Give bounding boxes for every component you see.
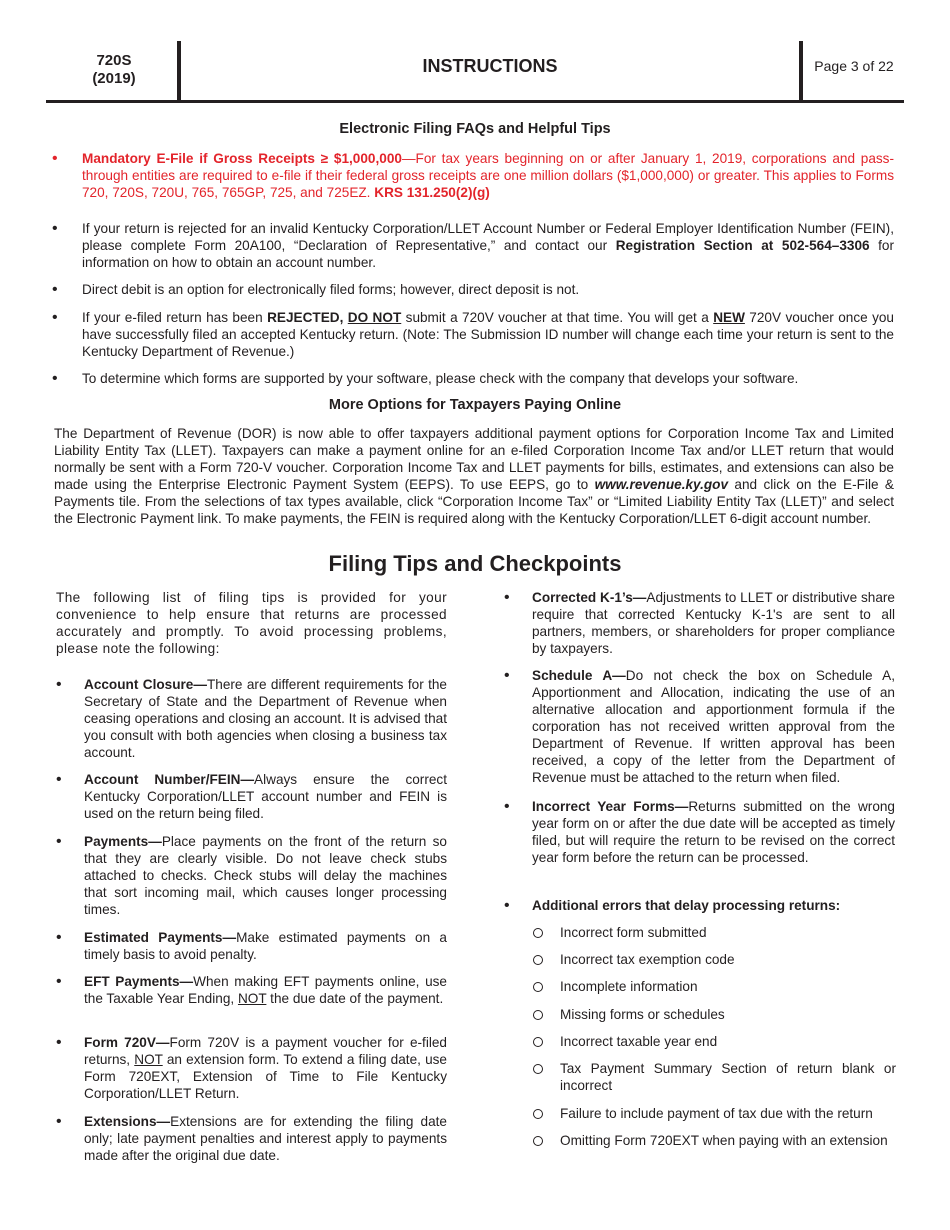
rejected-account-text: If your return is rejected for an invalid Kentucky Corporation/LLET Account Number or Federal Employer Identification Number (FEIN), please complete Form 20A100, “Declaration of Representative,” and contact our: [82, 221, 894, 253]
account-closure-tip: [84, 676, 447, 761]
software-item: To determine which forms are supported by your software, please check with the company that develops your software.: [82, 371, 799, 386]
revenue-url: www.revenue.ky.gov: [594, 477, 729, 492]
payments-tip: [84, 833, 447, 918]
bullet: •: [56, 973, 62, 990]
error-item: Omitting Form 720EXT when paying with an extension: [560, 1133, 888, 1148]
form-year: (2019): [92, 70, 136, 87]
tip-text: the due date of the payment.: [266, 991, 444, 1006]
tip-text: Returns submitted on the wrong year form on or after the due date will be accepted as timely filed, but will require the return to be revised on the correct year form before the return can be processed.: [532, 799, 895, 865]
new-label: NEW: [713, 310, 745, 325]
bullet: •: [56, 929, 62, 946]
tip-lead: Extensions—: [84, 1114, 171, 1129]
circle-bullet-icon: [533, 1037, 543, 1047]
error-item: Incorrect tax exemption code: [560, 952, 735, 967]
bullet: •: [52, 150, 58, 167]
mandatory-efile-lead: Mandatory E-File if Gross Receipts ≥ $1,000,000: [82, 151, 402, 166]
tips-heading: Filing Tips and Checkpoints: [328, 551, 622, 576]
incorrect-year-tip: [532, 798, 895, 866]
rejected-label: REJECTED,: [267, 310, 344, 325]
schedule-a-tip: [532, 667, 895, 786]
tip-text: Always ensure the correct Kentucky Corporation/LLET account number and FEIN is used on the return being filed.: [84, 772, 447, 821]
tip-text: Make estimated payments on a timely basis to avoid penalty.: [84, 930, 447, 962]
circle-bullet-icon: [533, 982, 543, 992]
mandatory-efile-item: [82, 150, 894, 201]
bullet: •: [52, 309, 58, 326]
tip-lead: Form 720V—: [84, 1035, 170, 1050]
direct-debit-item: Direct debit is an option for electronically filed forms; however, direct deposit is not.: [82, 282, 580, 297]
options-heading: More Options for Taxpayers Paying Online: [328, 397, 622, 413]
bullet: •: [52, 220, 58, 237]
eft-payments-tip: [84, 973, 447, 1007]
page-number: Page 3 of 22: [814, 58, 894, 74]
additional-errors-heading: [532, 897, 895, 914]
tip-lead: Estimated Payments—: [84, 930, 237, 945]
bullet: •: [56, 833, 62, 850]
efile-heading: Electronic Filing FAQs and Helpful Tips: [339, 121, 611, 137]
extensions-tip: [84, 1113, 447, 1164]
not-emphasis: NOT: [237, 991, 267, 1006]
bullet: •: [52, 370, 58, 387]
bullet: •: [56, 1113, 62, 1130]
header-divider-right: [799, 41, 803, 103]
tip-text: an extension form. To extend a filing date, use Form 720EXT, Extension of Time to File Kentucky Corporation/LLET Return.: [84, 1052, 447, 1101]
tip-text: Do not check the box on Schedule A, Apportionment and Allocation, indicating the use of an alternative allocation and apportionment formula if the corporation has not received written approval from the Department of Revenue. If written approval has been received, a copy of the letter from the Department of Revenue must be attached to the return when filed.: [532, 668, 896, 785]
bullet: •: [52, 281, 58, 298]
bullet: •: [56, 1034, 62, 1051]
account-number-tip: [84, 771, 447, 822]
mandatory-efile-cite: KRS 131.250(2)(g): [374, 185, 490, 200]
bullet: •: [504, 798, 510, 815]
bullet: •: [504, 897, 510, 914]
form-number: [60, 52, 168, 88]
tip-text: Form 720V is a payment voucher for e-filed returns,: [84, 1035, 447, 1067]
mandatory-efile-text: —For tax years beginning on or after January 1, 2019, corporations and pass-through entities are required to e-file if their federal gross receipts are one million dollars ($1,000,000) or greater. This applies to Forms 720, 720S, 720U, 765, 765GP, 725, and 725EZ.: [82, 151, 894, 200]
options-paragraph: [54, 425, 894, 527]
tips-intro: The following list of filing tips is provided for your convenience to help ensure that returns are processed accurately and promptly. To avoid processing problems, please note the following:: [56, 590, 447, 656]
tip-lead: Account Number/FEIN—: [84, 772, 255, 787]
error-item: Incomplete information: [560, 979, 698, 994]
rejected-account-tail: for information on how to obtain an account number.: [82, 238, 895, 270]
options-text: and click on the E-File & Payments tile. From the selections of tax types available, click “Corporation Income Tax” or “Limited Liability Entity Tax (LLET)” and select the Electronic Payment link. To make payments, the FEIN is required along with the Kentucky Corporation/LLET 6-digit account number.: [54, 477, 894, 526]
tip-lead: EFT Payments—: [84, 974, 194, 989]
not-emphasis: NOT: [134, 1052, 163, 1067]
rejected-account-item: [82, 220, 894, 271]
circle-bullet-icon: [533, 1109, 543, 1119]
tip-text: When making EFT payments online, use the Taxable Year Ending,: [84, 974, 447, 1006]
page-title: INSTRUCTIONS: [422, 56, 558, 76]
corrected-k1-tip: [532, 589, 895, 657]
options-text: The Department of Revenue (DOR) is now able to offer taxpayers additional payment options for Corporation Income Tax and Limited Liability Entity Tax (LLET). Taxpayers can make a payment online for an e-filed Corporation Income Tax and/or LLET return that would normally be sent with a Form 720-V voucher. Corporation Income Tax and LLET payments for bills, estimates, and extensions can also be made using the Enterprise Electronic Payment System (EEPS). To use EEPS, go to: [54, 426, 894, 492]
bullet: •: [504, 667, 510, 684]
circle-bullet-icon: [533, 928, 543, 938]
tip-text: Adjustments to LLET or distributive share require that corrected Kentucky K-1's are sent to all partners, members, or shareholders for proper compliance by taxpayers.: [532, 590, 895, 656]
rejected-return-text: 720V voucher once you have successfully filed an accepted Kentucky return. (Note: The Submission ID number will change each time your return is sent to the Kentucky Department of Revenue.): [82, 310, 894, 359]
circle-bullet-icon: [533, 955, 543, 965]
header-rule: [46, 100, 904, 103]
bullet: •: [56, 676, 62, 693]
circle-bullet-icon: [533, 1064, 543, 1074]
rejected-return-text: submit a 720V voucher at that time. You will get a: [401, 310, 714, 325]
error-item: Incorrect form submitted: [560, 925, 707, 940]
tip-lead: Account Closure—: [84, 677, 207, 692]
tip-lead: Schedule A—: [532, 668, 626, 683]
tip-text: Extensions are for extending the filing date only; late payment penalties and interest apply to payments made after the original due date.: [84, 1114, 447, 1163]
tip-lead: Incorrect Year Forms—: [532, 799, 689, 814]
tip-lead: Payments—: [84, 834, 162, 849]
additional-errors-label: Additional errors that delay processing returns:: [532, 898, 841, 913]
circle-bullet-icon: [533, 1010, 543, 1020]
circle-bullet-icon: [533, 1136, 543, 1146]
tip-text: Place payments on the front of the return so that they are clearly visible. Do not leave check stubs attached to checks. Check stubs will delay the machines that sort incoming mail, which causes longer processing times.: [84, 834, 447, 917]
error-item: Incorrect taxable year end: [560, 1034, 718, 1049]
form-number-code: 720S: [96, 52, 132, 69]
registration-section: Registration Section at 502-564–3306: [615, 238, 870, 253]
estimated-payments-tip: [84, 929, 447, 963]
rejected-return-item: [82, 309, 894, 360]
error-item: Failure to include payment of tax due with the return: [560, 1106, 873, 1121]
bullet: •: [56, 771, 62, 788]
bullet: •: [504, 589, 510, 606]
form-720v-tip: [84, 1034, 447, 1102]
error-item: Missing forms or schedules: [560, 1007, 725, 1022]
do-not-label: DO NOT: [347, 310, 402, 325]
tip-text: There are different requirements for the Secretary of State and the Department of Revenue when ceasing operations and closing an account. It is advised that you consult with both agencies when closing a business tax account.: [84, 677, 447, 760]
rejected-return-text: If your e-filed return has been: [82, 310, 268, 325]
error-item: Tax Payment Summary Section of return blank or incorrect: [560, 1061, 896, 1093]
tip-lead: Corrected K-1’s—: [532, 590, 647, 605]
